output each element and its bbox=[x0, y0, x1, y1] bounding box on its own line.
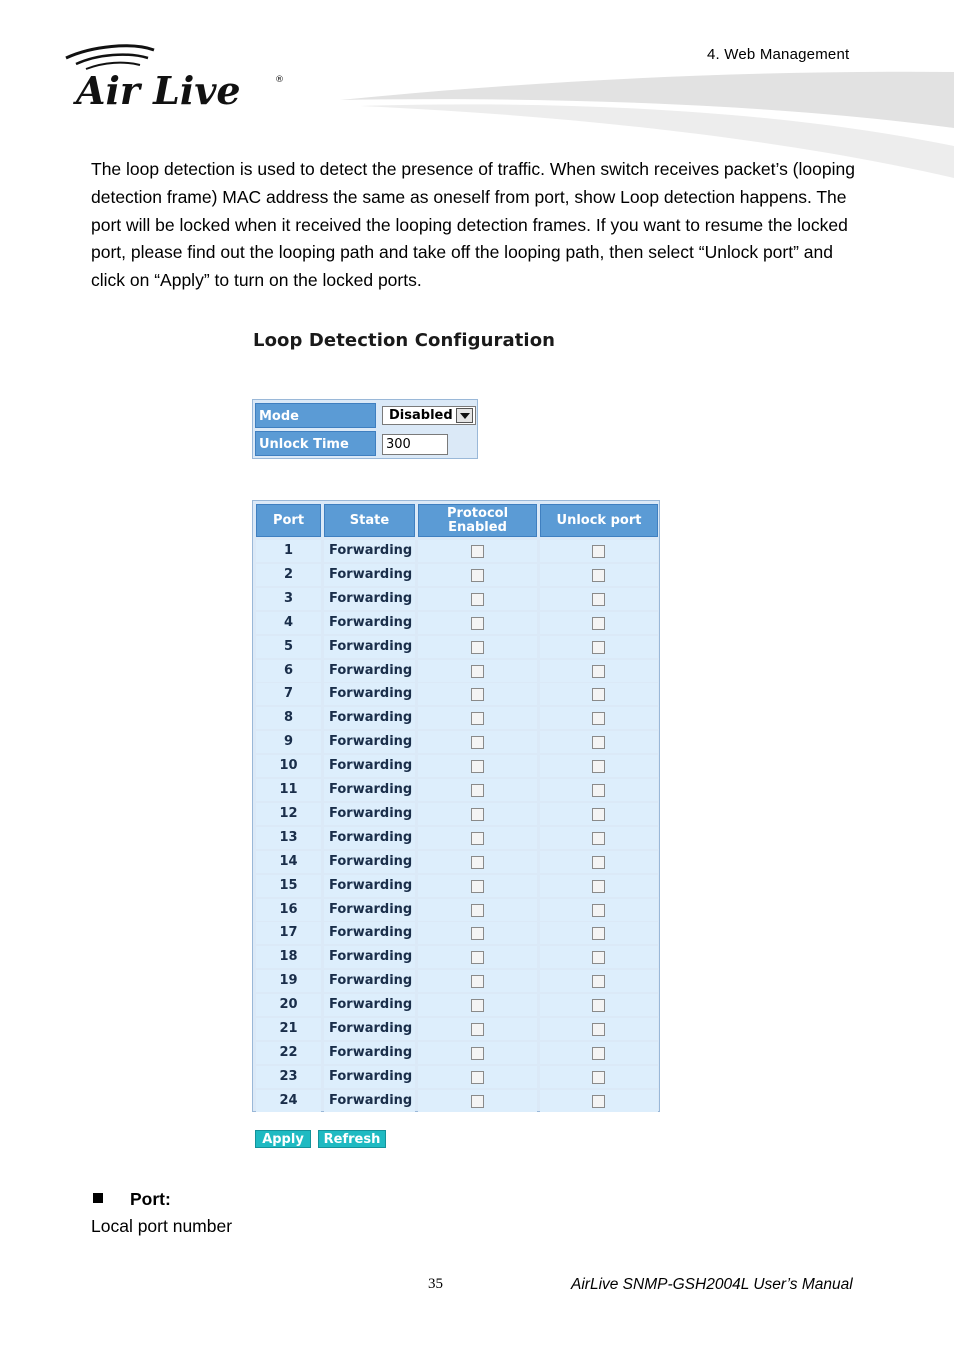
unlock-port-checkbox[interactable] bbox=[592, 975, 605, 988]
unlock-port-checkbox[interactable] bbox=[592, 784, 605, 797]
port-state-cell: Forwarding bbox=[324, 636, 415, 658]
port-state-cell: Forwarding bbox=[324, 612, 415, 634]
protocol-enabled-checkbox[interactable] bbox=[471, 760, 484, 773]
table-row bbox=[253, 851, 661, 874]
unlock-port-cell bbox=[540, 851, 658, 873]
unlock-time-value-cell bbox=[379, 431, 477, 456]
unlock-port-checkbox[interactable] bbox=[592, 904, 605, 917]
protocol-enabled-cell bbox=[418, 803, 537, 825]
unlock-port-checkbox[interactable] bbox=[592, 1095, 605, 1108]
table-row bbox=[253, 1018, 661, 1041]
protocol-enabled-cell bbox=[418, 875, 537, 897]
protocol-enabled-cell bbox=[418, 1090, 537, 1112]
table-row bbox=[253, 1042, 661, 1065]
port-section-description: Local port number bbox=[91, 1216, 233, 1236]
unlock-port-checkbox[interactable] bbox=[592, 688, 605, 701]
port-state-cell: Forwarding bbox=[324, 1090, 415, 1112]
protocol-enabled-cell bbox=[418, 1042, 537, 1064]
port-number-cell: 2 bbox=[256, 564, 321, 586]
protocol-enabled-checkbox[interactable] bbox=[471, 688, 484, 701]
table-row bbox=[253, 803, 661, 826]
protocol-enabled-cell bbox=[418, 946, 537, 968]
protocol-enabled-checkbox[interactable] bbox=[471, 545, 484, 558]
protocol-enabled-checkbox[interactable] bbox=[471, 617, 484, 630]
port-state-cell: Forwarding bbox=[324, 1066, 415, 1088]
unlock-port-checkbox[interactable] bbox=[592, 569, 605, 582]
header-state: State bbox=[324, 504, 415, 537]
port-number-cell: 4 bbox=[256, 612, 321, 634]
protocol-enabled-cell bbox=[418, 851, 537, 873]
table-row bbox=[253, 899, 661, 922]
protocol-enabled-cell bbox=[418, 1018, 537, 1040]
protocol-enabled-checkbox[interactable] bbox=[471, 832, 484, 845]
unlock-port-checkbox[interactable] bbox=[592, 832, 605, 845]
table-row bbox=[253, 564, 661, 587]
unlock-port-checkbox[interactable] bbox=[592, 736, 605, 749]
port-number-cell: 21 bbox=[256, 1018, 321, 1040]
unlock-port-cell bbox=[540, 660, 658, 682]
protocol-enabled-cell bbox=[418, 707, 537, 729]
port-number-cell: 12 bbox=[256, 803, 321, 825]
unlock-port-cell bbox=[540, 946, 658, 968]
manual-title: AirLive SNMP-GSH2004L User’s Manual bbox=[571, 1276, 853, 1293]
unlock-port-cell bbox=[540, 827, 658, 849]
port-state-cell: Forwarding bbox=[324, 946, 415, 968]
port-state-cell: Forwarding bbox=[324, 731, 415, 753]
unlock-port-checkbox[interactable] bbox=[592, 927, 605, 940]
unlock-port-cell bbox=[540, 970, 658, 992]
header-port: Port bbox=[256, 504, 321, 537]
port-state-cell: Forwarding bbox=[324, 707, 415, 729]
port-number-cell: 20 bbox=[256, 994, 321, 1016]
protocol-enabled-checkbox[interactable] bbox=[471, 1047, 484, 1060]
protocol-enabled-cell bbox=[418, 755, 537, 777]
intro-paragraph: The loop detection is used to detect the presence of traffic. When switch receives packet’s (looping detection frame) MAC address the same as oneself from port, show Loop detection happens. The port will be locked when it received the looping detection frames. If you want to resume the locked port, please find out the looping path and take off the looping path, then select “Unlock port” and click on “Apply” to turn on the locked ports. bbox=[91, 159, 855, 291]
unlock-port-cell bbox=[540, 683, 658, 705]
protocol-enabled-cell bbox=[418, 922, 537, 944]
table-row bbox=[253, 755, 661, 778]
port-state-cell: Forwarding bbox=[324, 899, 415, 921]
port-number-cell: 10 bbox=[256, 755, 321, 777]
port-state-cell: Forwarding bbox=[324, 683, 415, 705]
protocol-enabled-cell bbox=[418, 612, 537, 634]
port-section-heading: Port: bbox=[130, 1189, 171, 1209]
protocol-enabled-cell bbox=[418, 660, 537, 682]
port-state-cell: Forwarding bbox=[324, 588, 415, 610]
table-row bbox=[253, 946, 661, 969]
table-row bbox=[253, 612, 661, 635]
protocol-enabled-checkbox[interactable] bbox=[471, 712, 484, 725]
port-state-cell: Forwarding bbox=[324, 660, 415, 682]
unlock-port-cell bbox=[540, 612, 658, 634]
port-state-cell: Forwarding bbox=[324, 851, 415, 873]
unlock-port-checkbox[interactable] bbox=[592, 1047, 605, 1060]
port-state-cell: Forwarding bbox=[324, 564, 415, 586]
port-state-cell: Forwarding bbox=[324, 922, 415, 944]
protocol-enabled-checkbox[interactable] bbox=[471, 880, 484, 893]
mode-selected-value: Disabled bbox=[389, 408, 453, 423]
protocol-enabled-checkbox[interactable] bbox=[471, 1095, 484, 1108]
table-row bbox=[253, 970, 661, 993]
protocol-enabled-cell bbox=[418, 779, 537, 801]
port-number-cell: 9 bbox=[256, 731, 321, 753]
port-number-cell: 14 bbox=[256, 851, 321, 873]
registered-mark: ® bbox=[275, 75, 284, 85]
unlock-port-cell bbox=[540, 588, 658, 610]
logo-text: Air Live bbox=[76, 68, 241, 112]
protocol-enabled-checkbox[interactable] bbox=[471, 808, 484, 821]
table-row bbox=[253, 636, 661, 659]
protocol-enabled-cell bbox=[418, 588, 537, 610]
protocol-enabled-cell bbox=[418, 899, 537, 921]
unlock-port-cell bbox=[540, 1018, 658, 1040]
protocol-enabled-checkbox[interactable] bbox=[471, 927, 484, 940]
mode-config-table bbox=[252, 399, 478, 459]
unlock-port-cell bbox=[540, 1042, 658, 1064]
table-row bbox=[253, 588, 661, 611]
unlock-port-checkbox[interactable] bbox=[592, 856, 605, 869]
port-state-cell: Forwarding bbox=[324, 970, 415, 992]
port-number-cell: 11 bbox=[256, 779, 321, 801]
unlock-port-checkbox[interactable] bbox=[592, 665, 605, 678]
refresh-button[interactable]: Refresh bbox=[318, 1130, 386, 1148]
page-number: 35 bbox=[428, 1276, 443, 1292]
mode-label: Mode bbox=[255, 403, 376, 428]
unlock-port-checkbox[interactable] bbox=[592, 712, 605, 725]
protocol-enabled-cell bbox=[418, 1066, 537, 1088]
unlock-port-checkbox[interactable] bbox=[592, 641, 605, 654]
protocol-enabled-checkbox[interactable] bbox=[471, 641, 484, 654]
table-row bbox=[253, 922, 661, 945]
airlive-logo bbox=[62, 42, 292, 112]
protocol-enabled-checkbox[interactable] bbox=[471, 904, 484, 917]
apply-button[interactable]: Apply bbox=[255, 1130, 311, 1148]
unlock-port-cell bbox=[540, 779, 658, 801]
protocol-enabled-checkbox[interactable] bbox=[471, 665, 484, 678]
unlock-port-cell bbox=[540, 731, 658, 753]
table-row bbox=[253, 540, 661, 563]
port-number-cell: 19 bbox=[256, 970, 321, 992]
unlock-port-checkbox[interactable] bbox=[592, 880, 605, 893]
port-number-cell: 24 bbox=[256, 1090, 321, 1112]
port-number-cell: 16 bbox=[256, 899, 321, 921]
table-row bbox=[253, 731, 661, 754]
unlock-port-checkbox[interactable] bbox=[592, 617, 605, 630]
unlock-port-checkbox[interactable] bbox=[592, 545, 605, 558]
protocol-enabled-checkbox[interactable] bbox=[471, 593, 484, 606]
mode-value-cell bbox=[379, 403, 477, 428]
port-number-cell: 1 bbox=[256, 540, 321, 562]
port-state-cell: Forwarding bbox=[324, 1018, 415, 1040]
table-row bbox=[253, 683, 661, 706]
mode-select[interactable] bbox=[382, 406, 476, 425]
table-row bbox=[253, 1066, 661, 1089]
port-number-cell: 22 bbox=[256, 1042, 321, 1064]
protocol-enabled-checkbox[interactable] bbox=[471, 1023, 484, 1036]
unlock-time-row bbox=[255, 431, 475, 456]
port-state-cell: Forwarding bbox=[324, 1042, 415, 1064]
unlock-port-cell bbox=[540, 899, 658, 921]
unlock-port-cell bbox=[540, 1090, 658, 1112]
port-number-cell: 23 bbox=[256, 1066, 321, 1088]
unlock-port-checkbox[interactable] bbox=[592, 1071, 605, 1084]
port-state-cell: Forwarding bbox=[324, 827, 415, 849]
unlock-port-cell bbox=[540, 1066, 658, 1088]
chapter-header: 4. Web Management bbox=[707, 46, 850, 63]
port-number-cell: 17 bbox=[256, 922, 321, 944]
unlock-port-cell bbox=[540, 707, 658, 729]
protocol-enabled-cell bbox=[418, 636, 537, 658]
table-row bbox=[253, 994, 661, 1017]
unlock-port-cell bbox=[540, 994, 658, 1016]
unlock-port-cell bbox=[540, 803, 658, 825]
protocol-enabled-cell bbox=[418, 970, 537, 992]
port-number-cell: 15 bbox=[256, 875, 321, 897]
unlock-port-cell bbox=[540, 636, 658, 658]
protocol-enabled-checkbox[interactable] bbox=[471, 784, 484, 797]
port-state-cell: Forwarding bbox=[324, 540, 415, 562]
protocol-enabled-checkbox[interactable] bbox=[471, 569, 484, 582]
protocol-enabled-checkbox[interactable] bbox=[471, 951, 484, 964]
port-number-cell: 18 bbox=[256, 946, 321, 968]
port-number-cell: 13 bbox=[256, 827, 321, 849]
port-table bbox=[252, 500, 660, 1112]
protocol-enabled-cell bbox=[418, 540, 537, 562]
port-state-cell: Forwarding bbox=[324, 755, 415, 777]
unlock-port-cell bbox=[540, 875, 658, 897]
port-state-cell: Forwarding bbox=[324, 779, 415, 801]
port-state-cell: Forwarding bbox=[324, 875, 415, 897]
protocol-enabled-cell bbox=[418, 564, 537, 586]
table-row bbox=[253, 660, 661, 683]
unlock-port-checkbox[interactable] bbox=[592, 808, 605, 821]
unlock-port-cell bbox=[540, 755, 658, 777]
protocol-enabled-checkbox[interactable] bbox=[471, 975, 484, 988]
config-title: Loop Detection Configuration bbox=[253, 330, 556, 351]
unlock-port-cell bbox=[540, 922, 658, 944]
port-number-cell: 8 bbox=[256, 707, 321, 729]
header-unlock-port: Unlock port bbox=[540, 504, 658, 537]
mode-row bbox=[255, 403, 475, 428]
header-protocol-enabled: Protocol Enabled bbox=[418, 504, 537, 537]
protocol-enabled-cell bbox=[418, 731, 537, 753]
port-state-cell: Forwarding bbox=[324, 803, 415, 825]
protocol-enabled-cell bbox=[418, 994, 537, 1016]
port-number-cell: 6 bbox=[256, 660, 321, 682]
bullet-square-icon bbox=[93, 1193, 103, 1203]
table-row bbox=[253, 827, 661, 850]
protocol-enabled-cell bbox=[418, 683, 537, 705]
unlock-port-cell bbox=[540, 564, 658, 586]
chevron-down-icon[interactable] bbox=[456, 408, 473, 423]
table-row bbox=[253, 707, 661, 730]
unlock-port-cell bbox=[540, 540, 658, 562]
unlock-port-checkbox[interactable] bbox=[592, 760, 605, 773]
unlock-port-checkbox[interactable] bbox=[592, 593, 605, 606]
unlock-port-checkbox[interactable] bbox=[592, 1023, 605, 1036]
table-row bbox=[253, 1090, 661, 1113]
port-number-cell: 7 bbox=[256, 683, 321, 705]
unlock-port-checkbox[interactable] bbox=[592, 951, 605, 964]
table-row bbox=[253, 779, 661, 802]
port-number-cell: 3 bbox=[256, 588, 321, 610]
port-state-cell: Forwarding bbox=[324, 994, 415, 1016]
protocol-enabled-checkbox[interactable] bbox=[471, 1071, 484, 1084]
protocol-enabled-checkbox[interactable] bbox=[471, 856, 484, 869]
protocol-enabled-cell bbox=[418, 827, 537, 849]
protocol-enabled-checkbox[interactable] bbox=[471, 736, 484, 749]
unlock-port-checkbox[interactable] bbox=[592, 999, 605, 1012]
unlock-time-input[interactable]: 300 bbox=[382, 434, 448, 455]
table-row bbox=[253, 875, 661, 898]
port-number-cell: 5 bbox=[256, 636, 321, 658]
protocol-enabled-checkbox[interactable] bbox=[471, 999, 484, 1012]
unlock-time-label: Unlock Time bbox=[255, 431, 376, 456]
